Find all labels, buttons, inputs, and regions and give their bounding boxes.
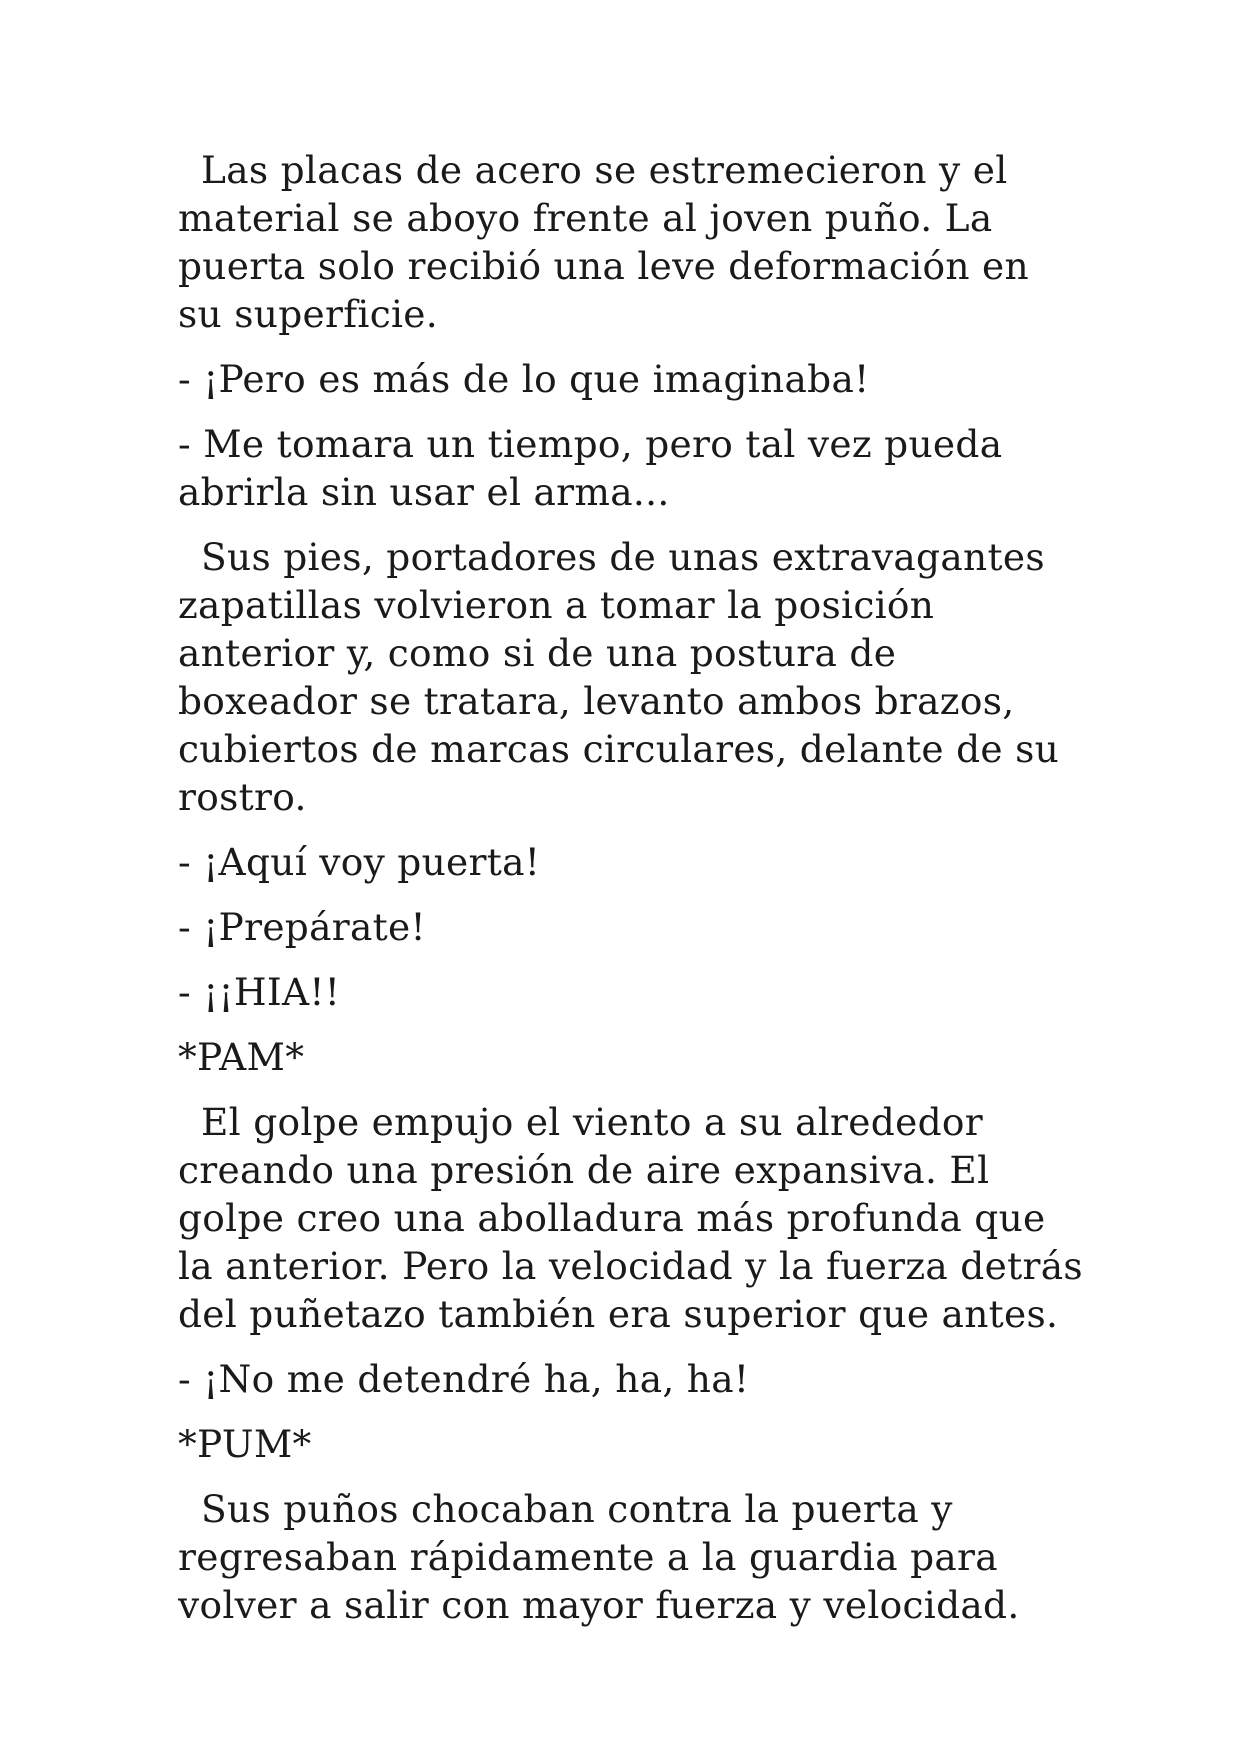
sound-effect-line: *PAM*: [178, 1035, 305, 1079]
dialogue-line: - ¡No me detendré ha, ha, ha!: [178, 1357, 750, 1401]
narration-paragraph: Sus puños chocaban contra la puerta y regresaban rápidamente a la guardia para volver a salir con mayor fuerza y velocidad.: [178, 1487, 1020, 1627]
dialogue-line: - ¡Prepárate!: [178, 905, 426, 949]
narration-paragraph: Sus pies, portadores de unas extravagantes zapatillas volvieron a tomar la posición anterior y, como si de una postura de boxeador se tratara, levanto ambos brazos, cubiertos de marcas circulares, delante de su rostro.: [178, 535, 1060, 819]
narration-paragraph: El golpe empujo el viento a su alrededor creando una presión de aire expansiva. El golpe creo una abolladura más profunda que la anterior. Pero la velocidad y la fuerza detrás del puñetazo también era superior que antes.: [178, 1100, 1083, 1336]
dialogue-line: - Me tomara un tiempo, pero tal vez pueda abrirla sin usar el arma...: [178, 422, 1003, 514]
narration-paragraph: Las placas de acero se estremecieron y el material se aboyo frente al joven puño. La puerta solo recibió una leve deformación en su superficie.: [178, 148, 1029, 336]
dialogue-line: - ¡¡HIA!!: [178, 970, 341, 1014]
sound-effect-line: *PUM*: [178, 1422, 312, 1466]
dialogue-line: - ¡Aquí voy puerta!: [178, 840, 541, 884]
dialogue-line: - ¡Pero es más de lo que imaginaba!: [178, 357, 870, 401]
body-text: [178, 146, 1083, 1646]
